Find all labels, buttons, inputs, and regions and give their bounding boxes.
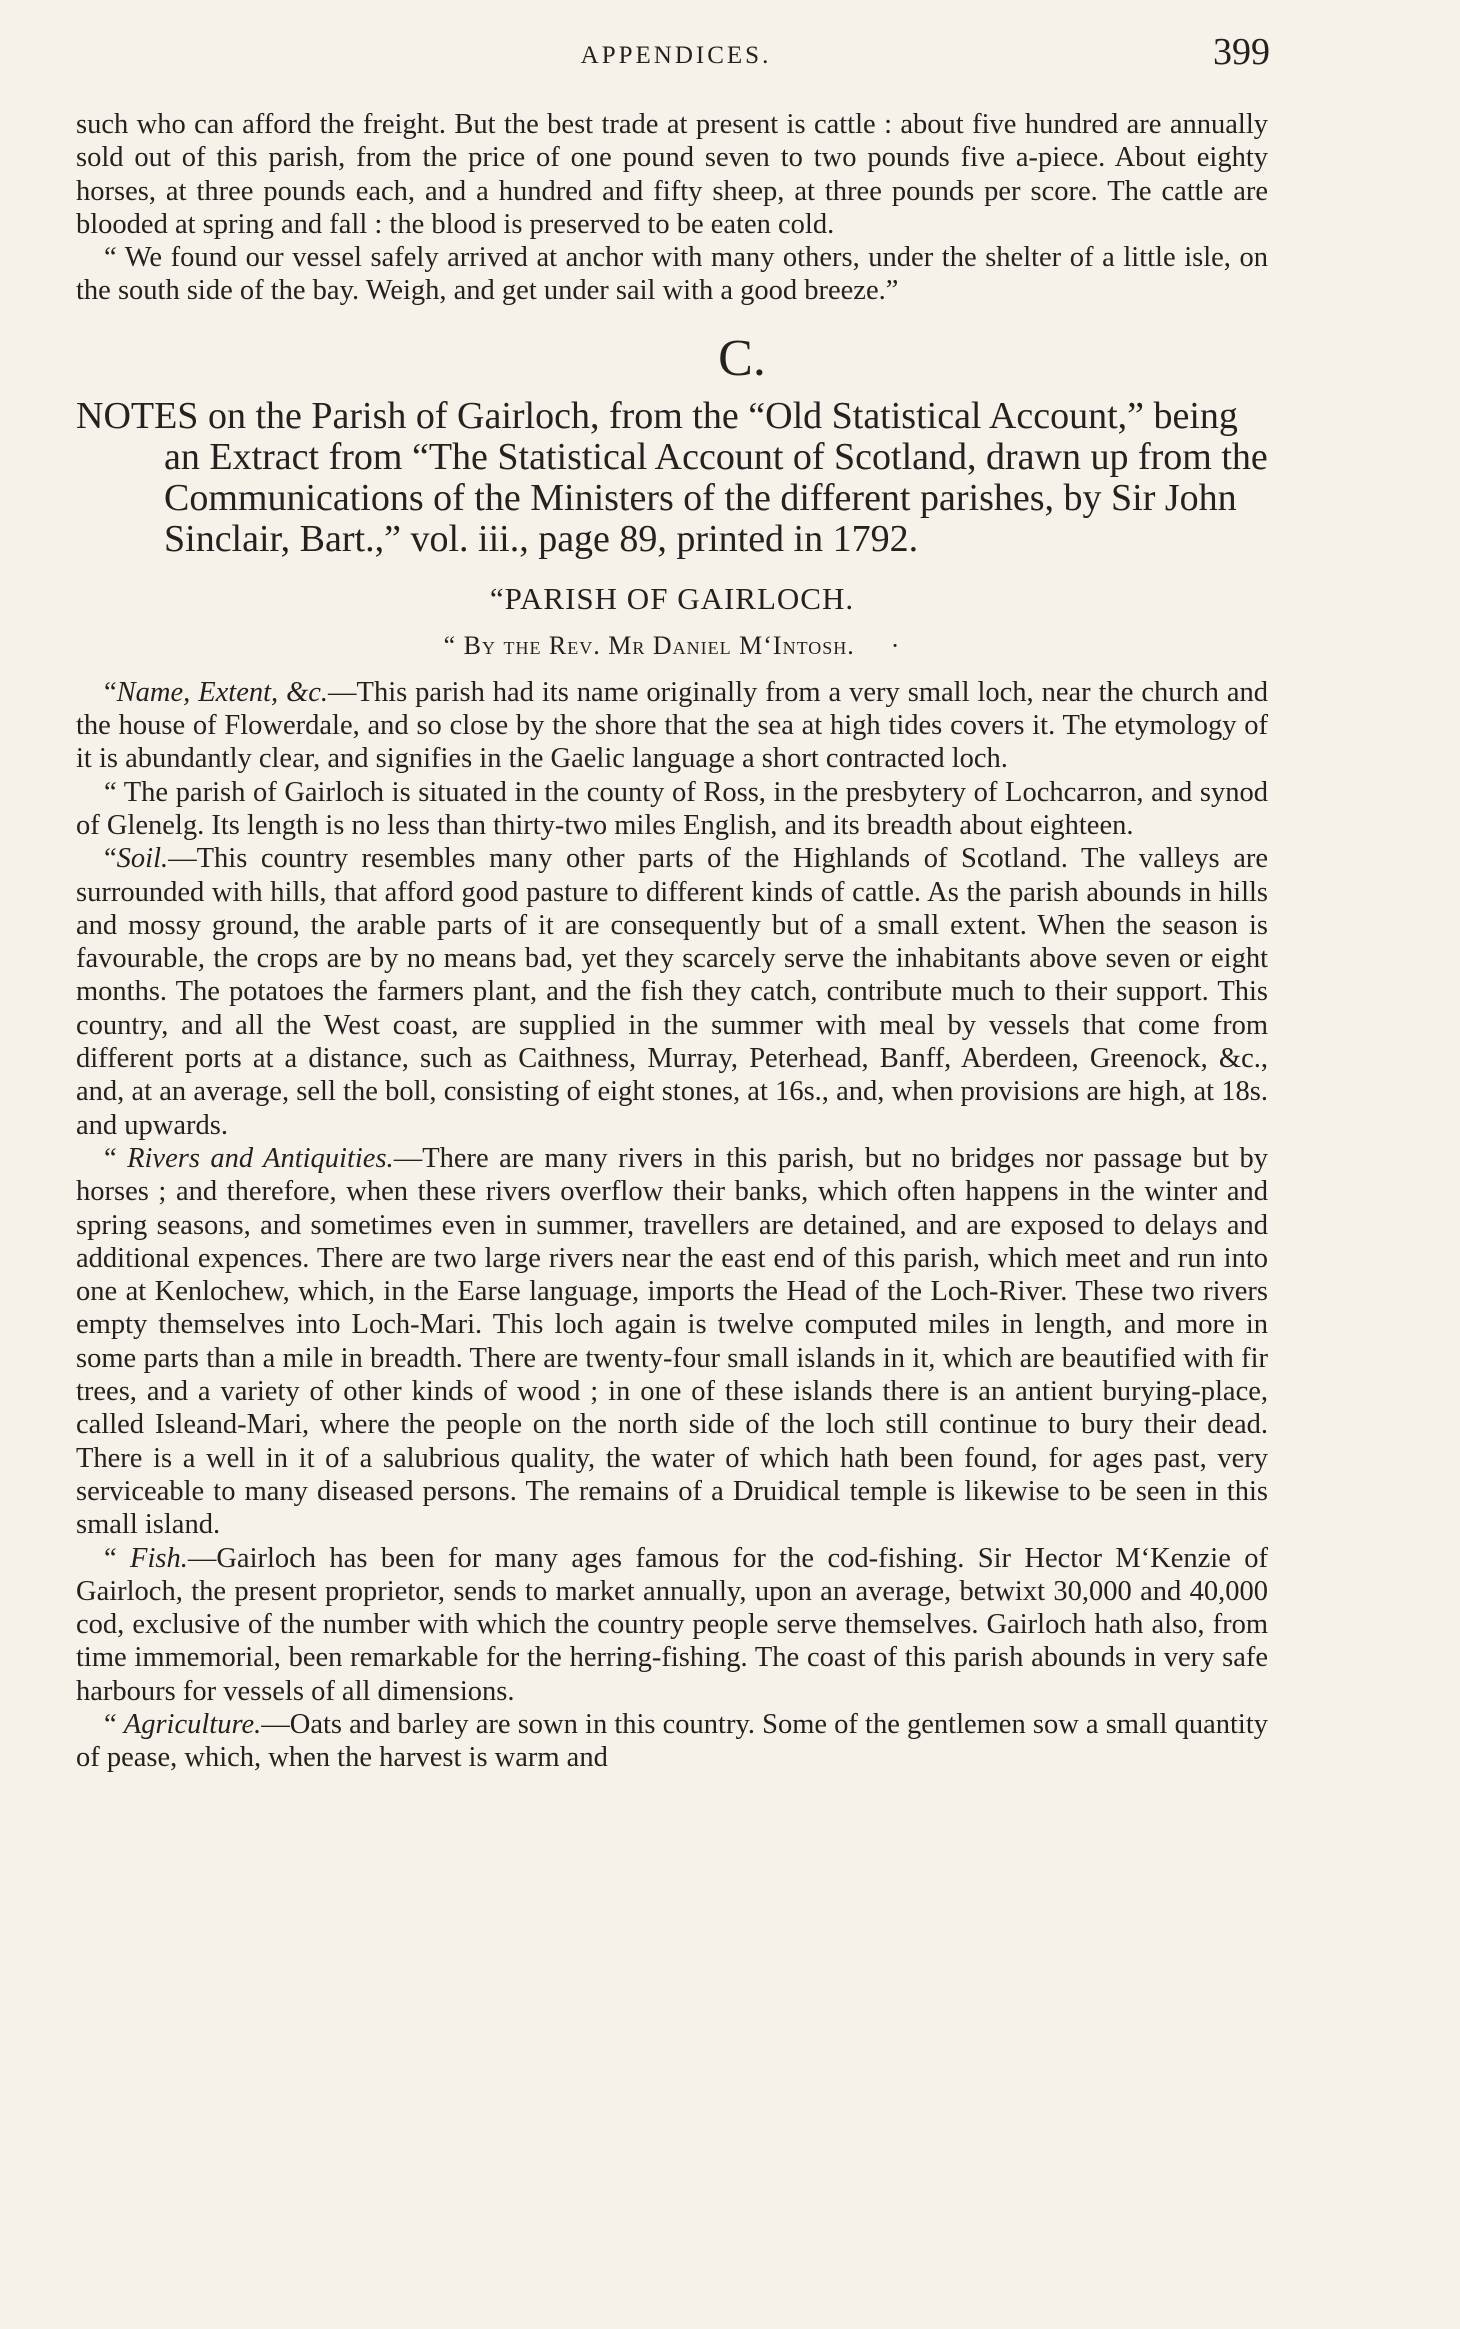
running-title: APPENDICES. bbox=[580, 42, 772, 69]
paragraph-heading: Soil. bbox=[116, 843, 169, 875]
byline bbox=[76, 626, 1268, 666]
page-header bbox=[82, 30, 1270, 82]
paragraph-heading: Name, Extent, &c. bbox=[116, 676, 329, 708]
paragraph-fish bbox=[76, 1542, 1268, 1708]
paragraph-heading: Fish. bbox=[130, 1542, 188, 1574]
paragraph-soil bbox=[76, 842, 1268, 1142]
quote-mark: “ bbox=[104, 843, 117, 875]
appendix-letter: C. bbox=[718, 329, 766, 387]
page-body bbox=[76, 108, 1268, 1775]
byline-text: “ By the Rev. Mr Daniel M‘Intosh. bbox=[443, 630, 855, 660]
paragraph-text: —Oats and barley are sown in this country. Some of the gentlemen sow a small quantity of pease, which, when the harvest is warm and bbox=[76, 1708, 1268, 1774]
quote-mark: “ bbox=[104, 1708, 124, 1740]
paragraph-text: —This parish had its name originally from a very small loch, near the church and the house of Flowerdale, and so close by the shore that the sea at high tides covers it. The etymology of it is abundantly clear, and signifies in the Gaelic language a short contracted loch. bbox=[76, 676, 1268, 775]
paragraph-agriculture bbox=[76, 1708, 1268, 1775]
paragraph-cattle-trade: such who can afford the freight. But the best trade at present is cattle : about five hundred are annually sold out of this parish, from the price of one pound seven to two pounds five a-piece. About eighty horses, at three pounds each, and a hundred and fifty sheep, at three pounds per score. The cattle are blooded at spring and fall : the blood is preserved to be eaten cold. bbox=[76, 109, 1268, 240]
paragraph-rivers bbox=[76, 1142, 1268, 1542]
paragraph-county: “ The parish of Gairloch is situated in the county of Ross, in the presbytery of Lochcarron, and synod of Glenelg. Its length is no less than thirty-two miles English, and its breadth about eighteen. bbox=[76, 776, 1268, 841]
paragraph-vessel: “ We found our vessel safely arrived at anchor with many others, under the shelter of a little isle, on the south side of the bay. Weigh, and get under sail with a good breeze.” bbox=[76, 242, 1268, 307]
paragraph-name-extent bbox=[76, 676, 1268, 776]
paragraph-heading: Agriculture. bbox=[123, 1708, 262, 1740]
parish-heading: “PARISH OF GAIRLOCH. bbox=[489, 580, 855, 616]
byline-mark: · bbox=[890, 630, 901, 660]
paragraph-text: —Gairloch has been for many ages famous for the cod-fishing. Sir Hector M‘Kenzie of Gairloch, the present proprietor, sends to market annually, upon an average, betwixt 30,000 and 40,000 cod, exclusive of the number with which the country people serve themselves. Gairloch hath also, from time immemorial, been remarkable for the herring-fishing. The coast of this parish abounds in very safe harbours for vessels of all dimensions. bbox=[76, 1542, 1268, 1707]
quote-mark: “ bbox=[104, 676, 117, 708]
paragraph-text: —There are many rivers in this parish, but no bridges nor passage but by horses ; and therefore, when these rivers overflow their banks, which often happens in the winter and spring seasons, and sometimes even in summer, travellers are detained, and are exposed to delays and additional expences. There are two large rivers near the east end of this parish, which meet and run into one at Kenlochew, which, in the Earse language, imports the Head of the Loch-River. These two rivers empty themselves into Loch-Mari. This loch again is twelve computed miles in length, and more in some parts than a mile in breadth. There are twenty-four small islands in it, which are beautified with fir trees, and a variety of other kinds of wood ; in one of these islands there is an antient burying-place, called Isleand-Mari, where the people on the north side of the loch still continue to bury their dead. There is a well in it of a salubrious quality, the water of which hath been found, for ages past, very serviceable to many diseased persons. The remains of a Druidical temple is likewise to be seen in this small island. bbox=[76, 1142, 1268, 1541]
paragraph-text: —This country resembles many other parts of the Highlands of Scotland. The valleys are surrounded with hills, that afford good pasture to different kinds of cattle. As the parish abounds in hills and mossy ground, the arable parts of it are consequently but of a small extent. When the season is favourable, the crops are by no means bad, yet they scarcely serve the inhabitants above seven or eight months. The potatoes the farmers plant, and the fish they catch, contribute much to their support. This country, and all the West coast, are supplied in the summer with meal by vessels that come from different ports at a distance, such as Caithness, Murray, Peterhead, Banff, Aberdeen, Greenock, &c., and, at an average, sell the boll, consisting of eight stones, at 16s., and, when provisions are high, at 18s. and upwards. bbox=[76, 843, 1268, 1141]
paragraph-heading: Rivers and Antiquities. bbox=[127, 1142, 394, 1174]
section-title: NOTES on the Parish of Gairloch, from the “Old Statistical Account,” being an Extract from “The Statistical Account of Scotland, drawn up from the Communications of the Ministers of the different parishes, by Sir John Sinclair, Bart.,” vol. iii., page 89, printed in 1792. bbox=[76, 394, 1268, 560]
quote-mark: “ bbox=[104, 1542, 131, 1574]
page-number: 399 bbox=[1213, 31, 1270, 73]
quote-mark: “ bbox=[104, 1142, 128, 1174]
